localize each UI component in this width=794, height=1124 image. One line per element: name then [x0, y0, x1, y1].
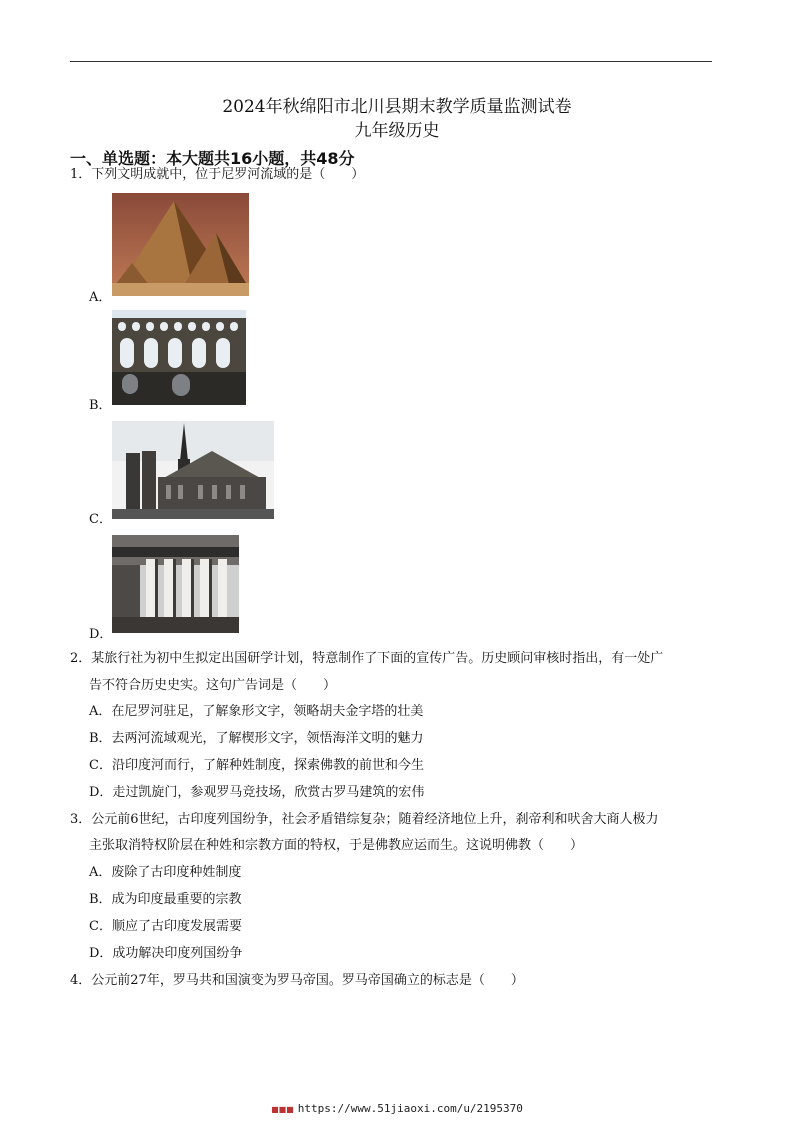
gothic-cathedral-photo-icon	[112, 421, 274, 519]
footer	[0, 1102, 794, 1115]
option-label-d: D．	[89, 627, 113, 642]
question-3-option-a: A．废除了古印度种姓制度	[89, 865, 242, 880]
question-2-option-c: C．沿印度河而行，了解种姓制度，探索佛教的前世和今生	[89, 758, 424, 773]
question-3-stem-line2: 主张取消特权阶层在种姓和宗教方面的特权，于是佛教应运而生。这说明佛教（ ）	[89, 838, 584, 853]
question-4-stem: 4．公元前27年，罗马共和国演变为罗马帝国。罗马帝国确立的标志是（ ）	[70, 973, 524, 988]
top-rule	[70, 61, 712, 62]
question-2-stem-line1: 2．某旅行社为初中生拟定出国研学计划，特意制作了下面的宣传广告。历史顾问审核时指出，有一处广	[70, 651, 664, 666]
exam-title: 2024年秋绵阳市北川县期末教学质量监测试卷	[222, 97, 572, 117]
question-2-stem-line2: 告不符合历史史实。这句广告词是（ ）	[89, 678, 337, 693]
question-3-option-d: D．成功解决印度列国纷争	[89, 946, 243, 961]
question-1-stem: 1．下列文明成就中，位于尼罗河流域的是（ ）	[70, 167, 365, 182]
option-label-c: C．	[89, 512, 112, 527]
question-3-option-c: C．顺应了古印度发展需要	[89, 919, 242, 934]
question-2-option-d: D．走过凯旋门，参观罗马竞技场，欣赏古罗马建筑的宏伟	[89, 785, 425, 800]
ancient-columns-photo-icon	[112, 535, 239, 633]
section-heading: 一、单选题：本大题共16小题，共48分	[70, 149, 355, 168]
option-label-a: A．	[89, 290, 112, 305]
watermark-logo-icon: ■■■	[271, 1105, 294, 1114]
exam-subtitle: 九年级历史	[354, 121, 440, 141]
option-label-b: B．	[89, 398, 112, 413]
footer-url[interactable]: https://www.51jiaoxi.com/u/2195370	[297, 1102, 523, 1115]
question-3-stem-line1: 3．公元前6世纪，古印度列国纷争，社会矛盾错综复杂；随着经济地位上升，刹帝利和吠舍大商人极力	[70, 812, 659, 827]
question-2-option-a: A．在尼罗河驻足，了解象形文字，领略胡夫金字塔的壮美	[89, 704, 424, 719]
question-2-option-b: B．去两河流域观光，了解楔形文字，领悟海洋文明的魅力	[89, 731, 424, 746]
aqueduct-arches-photo-icon	[112, 310, 246, 405]
question-3-option-b: B．成为印度最重要的宗教	[89, 892, 242, 907]
pyramids-photo-icon	[112, 193, 249, 296]
